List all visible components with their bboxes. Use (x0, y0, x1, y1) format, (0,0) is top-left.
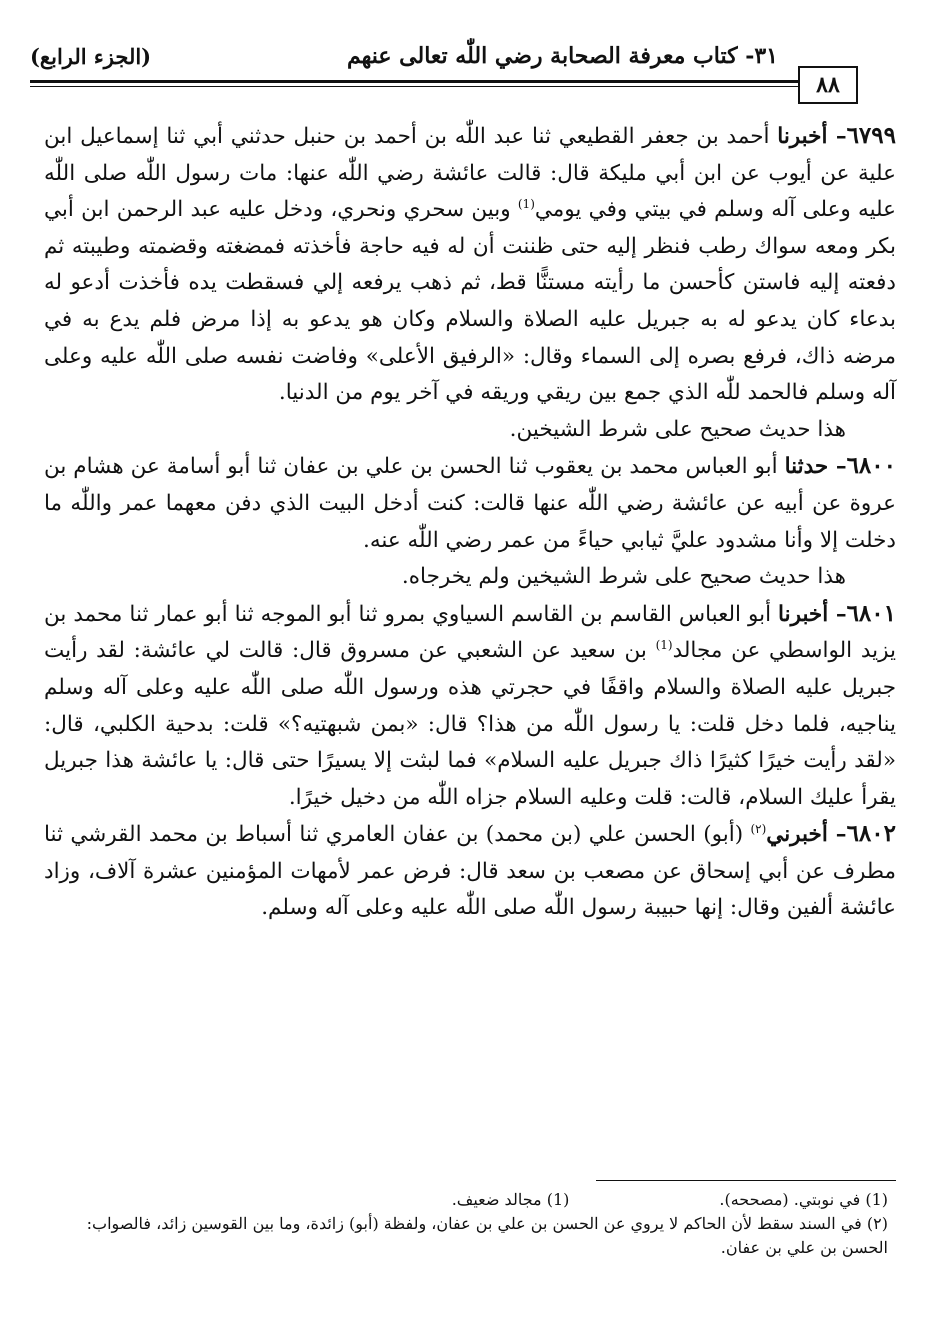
hadith-text: أحمد بن جعفر القطيعي ثنا عبد اللّٰه بن أحمد بن حنبل حدثني أبي ثنا إسماعيل ابن علية عن أيوب عن ابن أبي مليكة قال: قالت عائشة رضي اللّٰه عنها: مات رسول اللّٰه صلى اللّٰه عليه وعلى آله وسلم في بيتي وفي يومي (44, 124, 897, 223)
part-label: (الجزء الرابع) (30, 43, 152, 69)
footnote-row (44, 1188, 888, 1212)
footnote-separator (596, 1180, 896, 1181)
footnote-number: (٢) (866, 1214, 888, 1233)
hadith-6799: ٦٧٩٩– أخبرنا أحمد بن جعفر القطيعي ثنا عبد اللّٰه بن أحمد بن حنبل حدثني أبي ثنا إسماعيل ابن علية عن أيوب عن ابن أبي مليكة قال: قالت عائشة رضي اللّٰه عنها: مات رسول اللّٰه صلى اللّٰه عليه وعلى آله وسلم في بيتي وفي يومي$^{(1)}$ وبين سحري ونحري، ودخل عليه عبد الرحمن ابن أبي بكر ومعه سواك رطب فنظر إليه حتى ظننت أن له فيه حاجة فأخذته فمضغته وقضمته وطيبته ثم دفعته إليه فاستن كأحسن ما رأيته مستنًّا قط، ثم ذهب يرفعه إلي فسقطت يده فأخذت أدعو له بدعاء كان يدعو له به جبريل عليه الصلاة والسلام وكان هو يدعو به إذا مرض فلم يدع به في مرضه ذاك، فرفع بصره إلى السماء وقال: «الرفيق الأعلى» وفاضت نفسه صلى اللّٰه عليه وعلى آله وسلم فالحمد للّٰه الذي جمع بين ريقي وريقه في آخر يوم من الدنيا. (44, 122, 897, 406)
main-text (44, 118, 896, 927)
footnotes (44, 1188, 888, 1260)
footnote-ref[interactable]: (1) (517, 197, 535, 212)
transmission-verb: أخبرنا (777, 124, 828, 149)
hadith-6801: ٦٨٠١– أخبرنا أبو العباس القاسم بن القاسم السياوي بمرو ثنا أبو الموجه ثنا أبو عمار ثنا محمد بن يزيد الواسطي عن مجالد$^{(1)}$ بن سعيد عن الشعبي عن مسروق قال: قالت لي عائشة: لقد رأيت جبريل عليه الصلاة والسلام واقفًا في حجرتي هذه ورسول اللّٰه صلى اللّٰه عليه وعلى آله وسلم يناجيه، فلما دخل قلت: يا رسول اللّٰه من هذا؟ قال: «بمن شبهتيه؟» قلت: بدحية الكلبي، قال: «لقد رأيت خيرًا كثيرًا ذاك جبريل عليه السلام» فما لبثت إلا يسيرًا حتى قال: يا عائشة هذا جبريل يقرأ عليك السلام، قالت: قلت وعليه السلام جزاه اللّٰه من دخيل خيرًا. (44, 599, 896, 810)
footnote-number: (1) (865, 1190, 888, 1209)
hadith-6802: ٦٨٠٢– أخبرني$^{(٢)}$ (أبو) الحسن علي (بن محمد) بن عفان العامري ثنا أسباط بن محمد القرشي ثنا مطرف عن أبي إسحاق عن مصعب بن سعد قال: فرض عمر لأمهات المؤمنين عشرة آلاف، وزاد عائشة ألفين وقال: إنها حبيبة رسول اللّٰه صلى اللّٰه عليه وعلى آله وسلم. (44, 820, 896, 921)
footnote-2 (44, 1212, 888, 1260)
transmission-verb: حدثنا (784, 454, 829, 480)
footnote-1b (452, 1188, 570, 1212)
hadith-text: بن سعيد عن الشعبي عن مسروق قال: قالت لي عائشة: لقد رأيت جبريل عليه الصلاة والسلام واقفًا في حجرتي هذه ورسول اللّٰه صلى اللّٰه عليه وعلى آله وسلم يناجيه، فلما دخل قلت: يا رسول اللّٰه من هذا؟ قال: «بمن شبهتيه؟» قلت: بدحية الكلبي، قال: «لقد رأيت خيرًا كثيرًا ذاك جبريل عليه السلام» فما لبثت إلا يسيرًا حتى قال: يا عائشة هذا جبريل يقرأ عليك السلام، قالت: قلت وعليه السلام جزاه اللّٰه من دخيل خيرًا. (44, 638, 896, 810)
footnote-text: في نوبتي. (مصححه). (719, 1190, 861, 1209)
hadith-6800: ٦٨٠٠– حدثنا أبو العباس محمد بن يعقوب ثنا الحسن بن علي بن عفان ثنا أبو أسامة عن هشام بن عروة عن أبيه عن عائشة رضي اللّٰه عنها قالت: كنت أدخل البيت الذي دفن معهما عمر واللّٰه ما دخلت إلا وأنا مشدود عليَّ ثيابي حياءً من عمر رضي اللّٰه عنه. (44, 452, 896, 553)
hadith-number: ٦٧٩٩ (846, 122, 896, 149)
header-rule-thick (30, 80, 800, 83)
hadith-verdict: هذا حديث صحيح على شرط الشيخين. (509, 416, 846, 442)
hadith-number: ٦٨٠١ (846, 599, 896, 627)
footnote-ref[interactable]: (1) (655, 638, 673, 653)
running-title: ٣١- كتاب معرفة الصحابة رضي اللّٰه تعالى عنهم (346, 43, 778, 69)
transmission-verb: أخبرني (766, 822, 828, 848)
hadith-verdict: هذا حديث صحيح على شرط الشيخين ولم يخرجاه. (401, 564, 846, 590)
page-header (30, 36, 893, 76)
hadith-text: وبين سحري ونحري، ودخل عليه عبد الرحمن ابن أبي بكر ومعه سواك رطب فنظر إليه حتى ظننت أن له فيه حاجة فأخذته فمضغته وقضمته وطيبته ثم دفعته إليه فاستن كأحسن ما رأيته مستنًّا قط، ثم ذهب يرفعه إلي فسقطت يده فأخذت أدعو له بدعاء كان يدعو له به جبريل عليه الصلاة والسلام وكان هو يدعو به إذا مرض فلم يدع به في مرضه ذاك، فرفع بصره إلى السماء وقال: «الرفيق الأعلى» وفاضت نفسه صلى اللّٰه عليه وعلى آله وسلم فالحمد للّٰه الذي جمع بين ريقي وريقه في آخر يوم من الدنيا. (44, 197, 896, 406)
hadith-number: ٦٨٠٠ (846, 452, 896, 480)
footnote-text: في السند سقط لأن الحاكم لا يروي عن الحسن بن علي بن عفان، ولفظة (أبو) زائدة، وما بين القوسين زائد، فالصواب: الحسن بن علي بن عفان. (86, 1214, 888, 1257)
footnote-text: مجالد ضعيف. (451, 1190, 542, 1209)
footnote-ref[interactable]: (٢) (750, 822, 767, 837)
footnote-number: (1) (546, 1190, 570, 1209)
hadith-text: أبو العباس القاسم بن القاسم السياوي بمرو ثنا أبو الموجه ثنا أبو عمار ثنا محمد بن يزيد الواسطي عن مجالد (44, 601, 896, 664)
transmission-verb: أخبرنا (778, 601, 829, 627)
header-rule-thin (30, 86, 800, 87)
page-number: ٨٨ (798, 66, 858, 104)
hadith-number: ٦٨٠٢ (846, 820, 896, 848)
footnote-1 (719, 1188, 888, 1212)
hadith-text: (أبو) الحسن علي (بن محمد) بن عفان العامري ثنا أسباط بن محمد القرشي ثنا مطرف عن أبي إسحاق عن مصعب بن سعد قال: فرض عمر لأمهات المؤمنين عشرة آلاف، وزاد عائشة ألفين وقال: إنها حبيبة رسول اللّٰه صلى اللّٰه عليه وعلى آله وسلم. (44, 822, 896, 921)
hadith-text: أبو العباس محمد بن يعقوب ثنا الحسن بن علي بن عفان ثنا أبو أسامة عن هشام بن عروة عن أبيه عن عائشة رضي اللّٰه عنها قالت: كنت أدخل البيت الذي دفن معهما عمر واللّٰه ما دخلت إلا وأنا مشدود عليَّ ثيابي حياءً من عمر رضي اللّٰه عنه. (44, 454, 896, 553)
